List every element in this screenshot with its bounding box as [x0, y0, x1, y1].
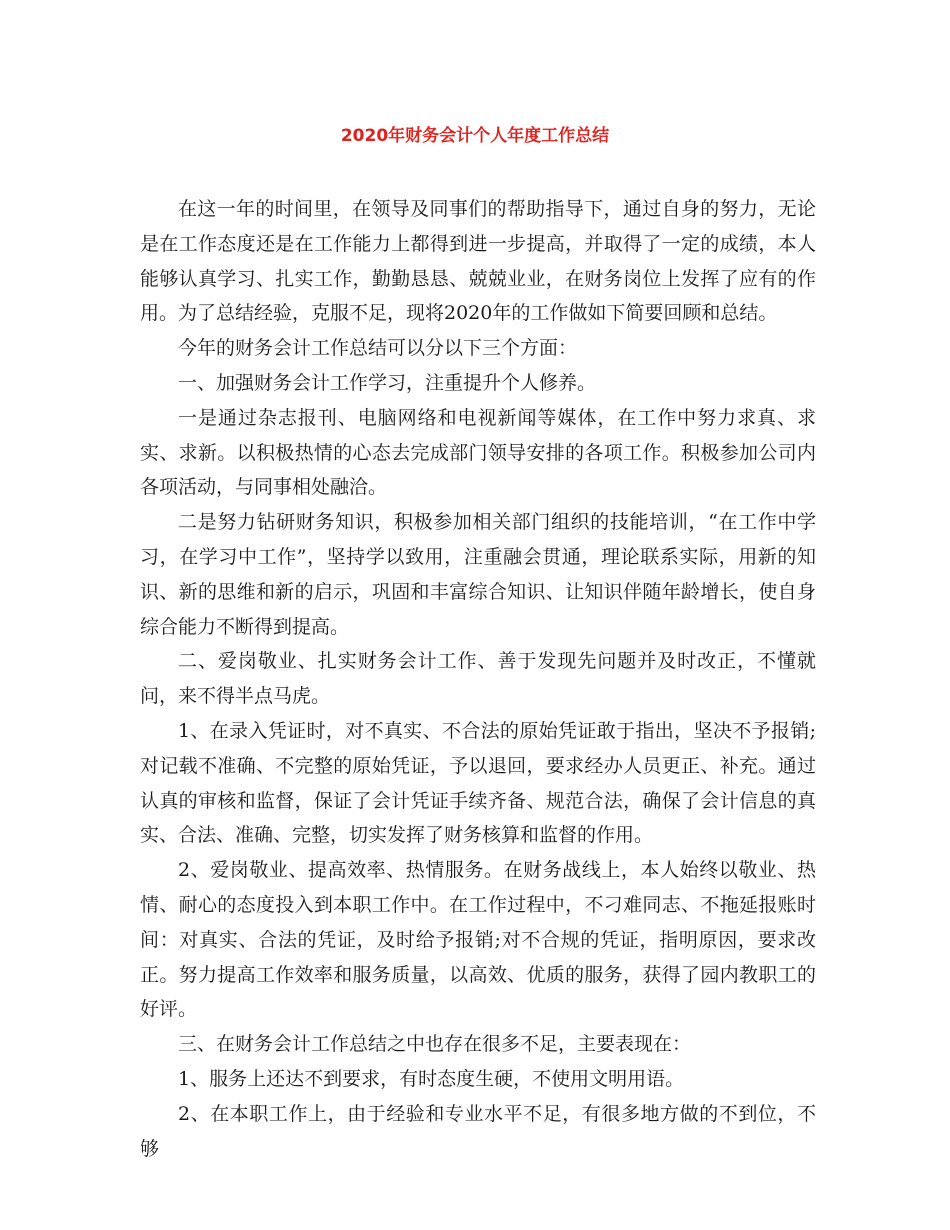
document-title: 2020年财务会计个人年度工作总结 — [340, 126, 610, 146]
paragraph-1-2: 二是努力钻研财务知识，积极参加相关部门组织的技能培训，“在工作中学习，在学习中工作”，坚持学以致用，注重融会贯通，理论联系实际，用新的知识、新的思维和新的启示，巩固和丰富综合知识、让知识伴随年龄增长，使自身综合能力不断得到提高。 — [140, 511, 816, 638]
paragraph-1-1: 一是通过杂志报刊、电脑网络和电视新闻等媒体，在工作中努力求真、求实、求新。以积极热情的心态去完成部门领导安排的各项工作。积极参加公司内各项活动，与同事相处融洽。 — [140, 406, 816, 499]
paragraph-2-2: 2、爱岗敬业、提高效率、热情服务。在财务战线上，本人始终以敬业、热情、耐心的态度投入到本职工作中。在工作过程中，不刁难同志、不拖延报账时间：对真实、合法的凭证，及时给予报销;对不合规的凭证，指明原因，要求改正。努力提高工作效率和服务质量，以高效、优质的服务，获得了园内教职工的好评。 — [140, 859, 816, 1021]
paragraph-3-2: 2、在本职工作上，由于经验和专业水平不足，有很多地方做的不到位，不够 — [140, 1102, 816, 1160]
paragraph-2-1: 1、在录入凭证时，对不真实、不合法的原始凭证敢于指出，坚决不予报销;对记载不准确、不完整的原始凭证，予以退回，要求经办人员更正、补充。通过认真的审核和监督，保证了会计凭证手续齐备、规范合法，确保了会计信息的真实、合法、准确、完整，切实发挥了财务核算和监督的作用。 — [140, 719, 816, 847]
paragraph-intro: 在这一年的时间里，在领导及同事们的帮助指导下，通过自身的努力，无论是在工作态度还是在工作能力上都得到进一步提高，并取得了一定的成绩，本人能够认真学习、扎实工作，勤勤恳恳、兢兢业业，在财务岗位上发挥了应有的作用。为了总结经验，克服不足，现将2020年的工作做如下简要回顾和总结。 — [140, 198, 816, 325]
section-heading-1: 一、加强财务会计工作学习，注重提升个人修养。 — [178, 371, 597, 394]
section-heading-3: 三、在财务会计工作总结之中也存在很多不足，主要表现在： — [178, 1033, 692, 1056]
paragraph-overview: 今年的财务会计工作总结可以分以下三个方面： — [178, 337, 578, 360]
section-heading-2: 二、爱岗敬业、扎实财务会计工作、善于发现先问题并及时改正，不懂就问，来不得半点马虎。 — [140, 650, 816, 708]
document-body — [140, 192, 816, 1166]
paragraph-3-1: 1、服务上还达不到要求，有时态度生硬，不使用文明用语。 — [178, 1067, 685, 1090]
